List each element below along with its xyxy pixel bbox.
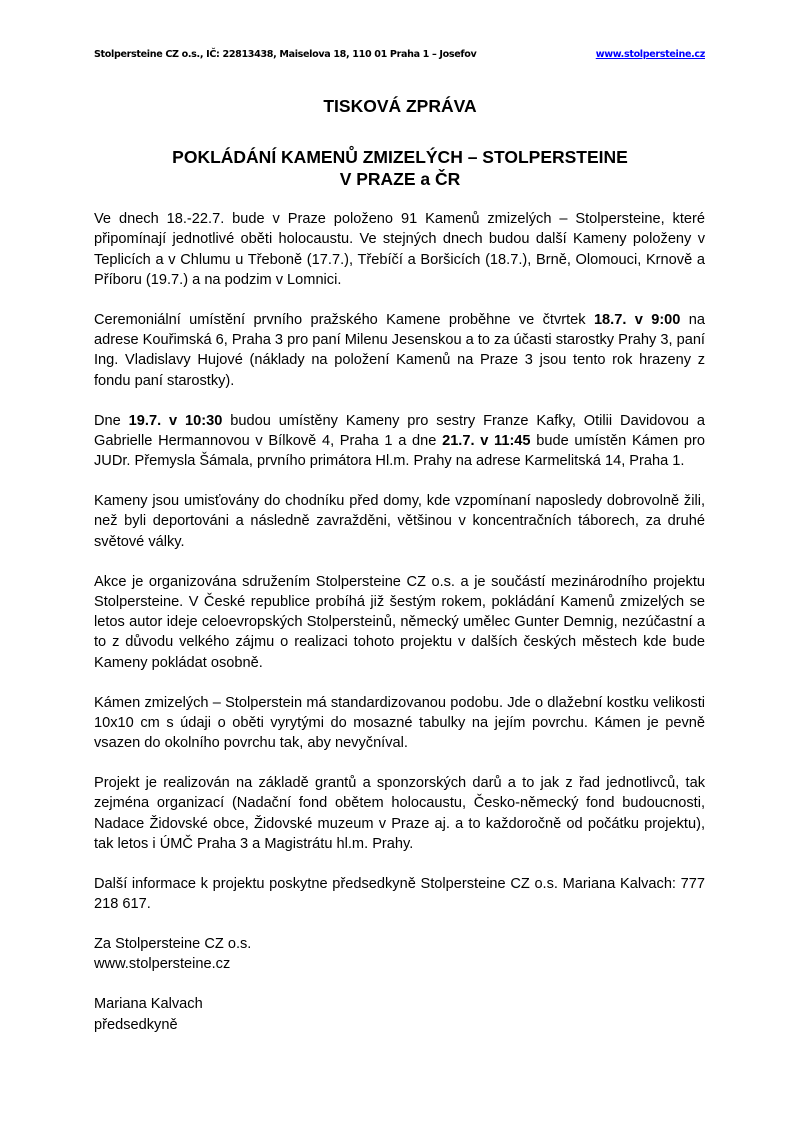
text-segment: budou umístěny Kameny pro sestry Franze Kafky, Otilii Davidovou a Gabrielle Hermannovou v Bílkově 4, Praha 1 a dne <box>94 412 706 449</box>
paragraph-placement: Kameny jsou umisťovány do chodníku před domy, kde vzpomínaní naposledy dobrovolně žili, než byli deportováni a následně zavražděni, většinou v koncentračních táborech, za druhé světové války. <box>94 493 705 550</box>
signature-name: Mariana Kalvach <box>94 996 203 1013</box>
paragraph-schedule <box>94 411 705 472</box>
text-segment: Ceremoniální umístění prvního pražského Kamene proběhne ve čtvrtek <box>94 311 594 328</box>
text-segment: Dne <box>94 412 129 429</box>
document-body <box>94 209 705 1054</box>
text-segment: bude umístěn Kámen pro JUDr. Přemysla Šámala, prvního primátora Hl.m. Prahy na adrese Karmelitská 14, Praha 1. <box>94 432 705 470</box>
press-release-label: TISKOVÁ ZPRÁVA <box>323 96 477 116</box>
letterhead <box>94 49 705 65</box>
paragraph-organization: Akce je organizována sdružením Stolpersteine CZ o.s. a je součástí mezinárodního projektu Stolpersteine. V České republice probíhá již šestým rokem, pokládání Kamenů zmizelých se letos autor ideje celoevropských Stolpersteinů, německý umělec Gunter Demnig, nezúčastní a to z důvodu velkého zájmu o realizaci tohoto projektu v dalších českých městech kde bude Kameny pokládat osobně. <box>94 573 705 671</box>
title-line-1: POKLÁDÁNÍ KAMENŮ ZMIZELÝCH – STOLPERSTEINE <box>172 147 628 167</box>
signature-role: předsedkyně <box>94 1016 178 1033</box>
organization-info: Stolpersteine CZ o.s., IČ: 22813438, Maiselova 18, 110 01 Praha 1 – Josefov <box>94 49 477 60</box>
bold-date-time: 19.7. v 10:30 <box>128 412 223 429</box>
signature-on-behalf: Za Stolpersteine CZ o.s. <box>94 936 252 953</box>
website-link[interactable]: www.stolpersteine.cz <box>595 49 705 60</box>
bold-date-time: 18.7. v 9:00 <box>593 311 681 328</box>
signature-organization <box>94 934 705 975</box>
paragraph-funding: Projekt je realizován na základě grantů a sponzorských darů a to jak z řad jednotlivců, tak zejména organizací (Nadační fond obětem holocaustu, Česko-německý fond budoucnosti, Nadace Židovské obce, Židovské muzeum v Praze aj. a to každoročně od počátku projektu), tak letos i ÚMČ Praha 3 a Magistrátu hl.m. Prahy. <box>94 775 705 852</box>
paragraph-intro: Ve dnech 18.-22.7. bude v Praze položeno 91 Kamenů zmizelých – Stolpersteine, které připomínají jednotlivé oběti holocaustu. Ve stejných dnech budou další Kameny položeny v Teplicích a v Chlumu u Třeboně (17.7.), Třebíčí a Boršicích (18.7.), Brně, Olomouci, Krnově a Příboru (19.7.) a na podzim v Lomnici. <box>94 211 705 288</box>
text-segment: na adrese Kouřimská 6, Praha 3 pro paní Milenu Jesenskou a to za účasti starostky Prahy 3, paní Ing. Vladislavy Hujové (náklady na položení Kamenů na Praze 3 jsou tento rok hrazeny z fondu paní starostky). <box>94 311 705 389</box>
signature-person <box>94 994 705 1035</box>
bold-date-time: 21.7. v 11:45 <box>442 432 531 449</box>
paragraph-contact: Další informace k projektu poskytne předsedkyně Stolpersteine CZ o.s. Mariana Kalvach: 777 218 617. <box>94 875 705 913</box>
paragraph-stone-description: Kámen zmizelých – Stolperstein má standardizovanou podobu. Jde o dlažební kostku velikosti 10x10 cm s údaji o oběti vyrytými do mosazné tabulky na jejím povrchu. Kámen je pevně vsazen do okolního povrchu tak, aby nevyčníval. <box>94 694 705 752</box>
paragraph-ceremony <box>94 310 705 391</box>
signature-website: www.stolpersteine.cz <box>94 956 231 973</box>
title-line-2: V PRAZE a ČR <box>339 169 461 189</box>
document-title <box>0 146 800 190</box>
